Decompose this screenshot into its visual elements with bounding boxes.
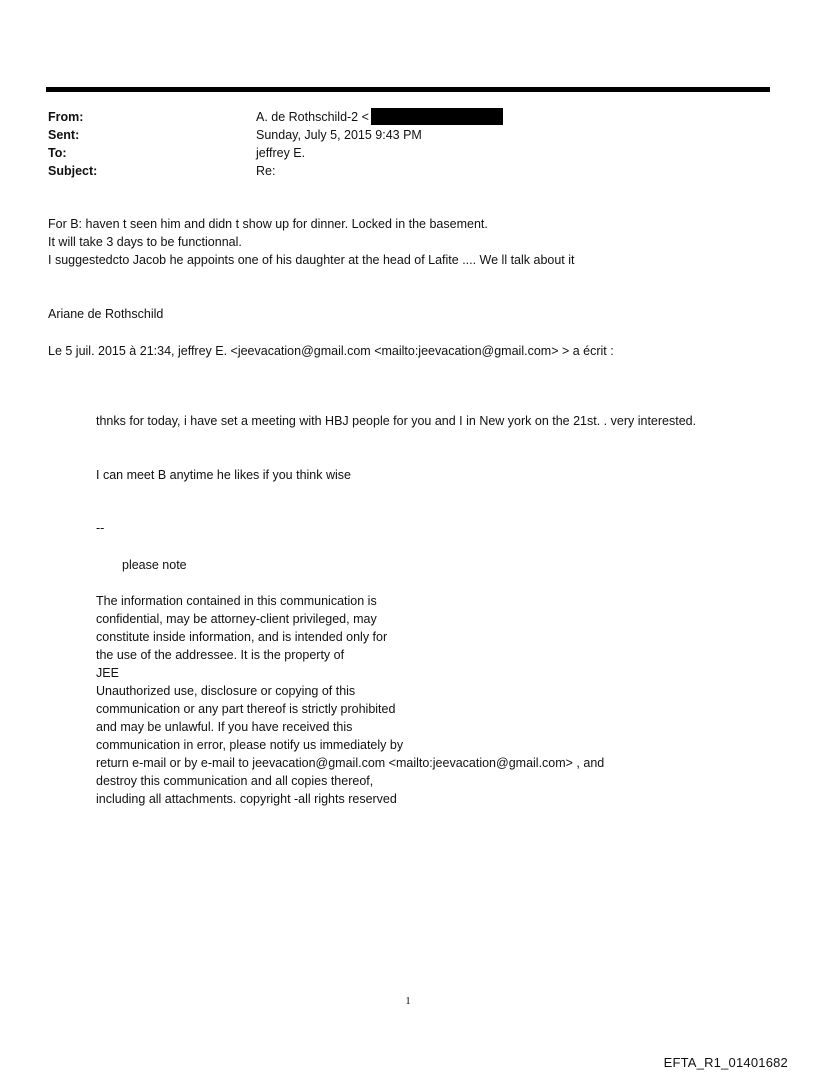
disclaimer-line: communication in error, please notify us immediately by xyxy=(96,738,404,752)
disclaimer-line: The information contained in this communication is xyxy=(96,594,377,608)
please-note xyxy=(122,556,187,574)
page-number: 1 xyxy=(405,995,411,1007)
to-value: jeffrey E. xyxy=(256,146,306,160)
disclaimer-line: confidential, may be attorney-client privileged, may xyxy=(96,612,377,626)
signature-name: Ariane de Rothschild xyxy=(48,307,164,321)
quoted-line: I can meet B anytime he likes if you think wise xyxy=(96,468,351,482)
from-value xyxy=(256,108,503,126)
sent-label: Sent: xyxy=(48,128,80,142)
disclaimer-line: the use of the addressee. It is the property of xyxy=(96,648,345,662)
message-body xyxy=(48,215,575,269)
disclaimer-line: Unauthorized use, disclosure or copying of this xyxy=(96,684,356,698)
disclaimer-line: return e-mail or by e-mail to jeevacation@gmail.com <mailto:jeevacation@gmail.com> , and xyxy=(96,756,605,770)
body-line: It will take 3 days to be functionnal. xyxy=(48,235,242,249)
signature xyxy=(48,305,163,323)
redaction-box xyxy=(371,108,503,125)
header-divider xyxy=(46,87,770,92)
subject-value: Re: xyxy=(256,164,276,178)
sent-value: Sunday, July 5, 2015 9:43 PM xyxy=(256,128,422,142)
subject-label: Subject: xyxy=(48,164,98,178)
disclaimer-line: including all attachments. copyright -all rights reserved xyxy=(96,792,397,806)
disclaimer-line: JEE xyxy=(96,666,119,680)
quoted-message-2 xyxy=(96,466,351,484)
signature-separator xyxy=(96,519,104,537)
please-note-text: please note xyxy=(122,558,187,572)
quote-header xyxy=(48,342,614,360)
disclaimer-line: destroy this communication and all copies thereof, xyxy=(96,774,374,788)
quote-header-text: Le 5 juil. 2015 à 21:34, jeffrey E. <jeevacation@gmail.com <mailto:jeevacation@gmail.com> > a écrit : xyxy=(48,344,614,358)
body-line: I suggestedcto Jacob he appoints one of his daughter at the head of Lafite .... We ll talk about it xyxy=(48,253,575,267)
quoted-message xyxy=(96,412,696,430)
separator-text: -- xyxy=(96,521,105,535)
disclaimer xyxy=(96,592,604,808)
from-label: From: xyxy=(48,110,84,124)
from-sender: A. de Rothschild-2 < xyxy=(256,110,369,124)
disclaimer-line: communication or any part thereof is strictly prohibited xyxy=(96,702,396,716)
quoted-line: thnks for today, i have set a meeting with HBJ people for you and I in New york on the 21st. . very interested. xyxy=(96,414,697,428)
body-line: For B: haven t seen him and didn t show up for dinner. Locked in the basement. xyxy=(48,217,488,231)
to-label: To: xyxy=(48,146,67,160)
bates-number: EFTA_R1_01401682 xyxy=(663,1055,788,1070)
disclaimer-line: and may be unlawful. If you have received this xyxy=(96,720,353,734)
disclaimer-line: constitute inside information, and is intended only for xyxy=(96,630,388,644)
